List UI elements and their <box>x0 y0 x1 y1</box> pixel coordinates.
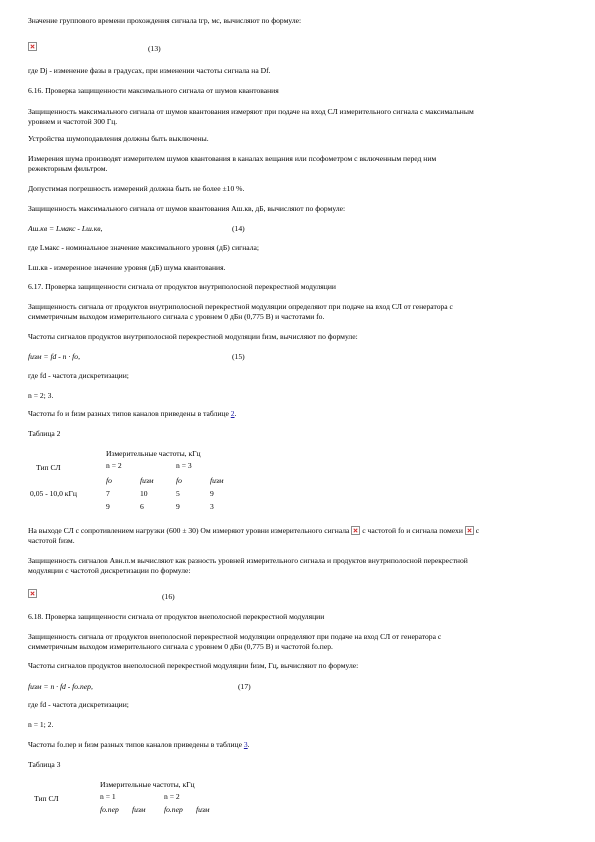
formula-15: fизм = fd - n · fо, <box>28 352 80 361</box>
table2-subheader-fizm-2: fизм <box>210 476 224 485</box>
equation-number-16: (16) <box>162 592 175 601</box>
text-6-17-freq-intro: Частоты сигналов продуктов внутриполосной перекрестной модуляции fизм, вычисляют по формуле: <box>28 332 358 341</box>
text-table3-reference: Частоты fо.пер и fизм разных типов каналов приведены в таблице 3. <box>28 740 250 749</box>
table2-title: Таблица 2 <box>28 429 61 438</box>
table3-n2-label: n = 2 <box>164 792 180 801</box>
text-protection-difference-line2: модуляции с частотой дискретизации по формуле: <box>28 566 191 575</box>
text-n-values-1: n = 2; 3. <box>28 391 54 400</box>
heading-6-18: 6.18. Проверка защищенности сигнала от продуктов внеполосной перекрестной модуляции <box>28 612 325 621</box>
table3-n1-label: n = 1 <box>100 792 116 801</box>
text-sl-output-line2: частотой fизм. <box>28 536 75 545</box>
broken-image-icon <box>465 526 474 535</box>
text-protection-difference-line1: Защищенность сигналов Aвн.п.м вычисляют как разность уровней измерительного сигнала и продуктов внутриполосной перекрестной <box>28 556 468 565</box>
broken-image-icon <box>28 589 37 598</box>
table2-cell: 7 <box>106 489 110 498</box>
text-allowed-error: Допустимая погрешность измерений должна быть не более ±10 %. <box>28 184 245 193</box>
table3-subheader-fo-per-2: fо.пер <box>164 805 183 814</box>
table2-row-type: 0,05 - 10,0 кГц <box>30 489 77 498</box>
table2-type-header: Тип СЛ <box>36 463 61 472</box>
table2-n3-label: n = 3 <box>176 461 192 470</box>
text-noise-reduction-off: Устройства шумоподавления должны быть выключены. <box>28 134 209 143</box>
table3-type-header: Тип СЛ <box>34 794 59 803</box>
broken-image-icon <box>351 526 360 535</box>
table2-cell: 9 <box>106 502 110 511</box>
heading-6-17: 6.17. Проверка защищенности сигнала от продуктов внутриполосной перекрестной модуляции <box>28 282 336 291</box>
text-6-17-line2: симметричным выходом измерительного сигнала с уровнем 0 дБн (0,775 В) и частотами fо. <box>28 312 325 321</box>
table2-cell: 3 <box>210 502 214 511</box>
table2-cell: 5 <box>176 489 180 498</box>
text-n-values-2: n = 1; 2. <box>28 720 54 729</box>
text-lshkv-definition: Lш.кв - измеренное значение уровня (дБ) шума квантования. <box>28 263 226 272</box>
table2-subheader-fo-2: fо <box>176 476 182 485</box>
equation-number-15: (15) <box>232 352 245 361</box>
table2-n2-label: n = 2 <box>106 461 122 470</box>
text-fd-definition-2: где fd - частота дискретизации; <box>28 700 129 709</box>
text-fd-definition-1: где fd - частота дискретизации; <box>28 371 129 380</box>
table2-subheader-fo-1: fо <box>106 476 112 485</box>
text-6-18-line1: Защищенность сигнала от продуктов внеполосной перекрестной модуляции определяют при подаче на вход СЛ от генератора с <box>28 632 442 641</box>
formula-17: fизм = n · fd - fо.пер, <box>28 682 93 691</box>
text-table2-reference: Частоты fо и fизм разных типов каналов приведены в таблице 2. <box>28 409 237 418</box>
table2-cell: 10 <box>140 489 148 498</box>
table3-subheader-fo-per-1: fо.пер <box>100 805 119 814</box>
equation-number-13: (13) <box>148 44 161 53</box>
equation-number-14: (14) <box>232 224 245 233</box>
table3-subheader-fizm-2: fизм <box>196 805 210 814</box>
text-group-delay-formula-intro: Значение группового времени прохождения сигнала tгр, мс, вычисляют по формуле: <box>28 16 302 25</box>
text-noise-measure-line2: режекторным фильтром. <box>28 164 108 173</box>
text-6-18-freq-intro: Частоты сигналов продуктов внеполосной перекрестной модуляции fизм, Гц, вычисляют по формуле: <box>28 661 359 670</box>
text-phase-change: где Dj - изменение фазы в градусах, при изменении частоты сигнала на Df. <box>28 66 271 75</box>
table2-cell: 6 <box>140 502 144 511</box>
link-table-3[interactable]: 3 <box>243 740 248 749</box>
table2-subheader-fizm-1: fизм <box>140 476 154 485</box>
text-lmax-definition: где Lмакс - номинальное значение максимального уровня (дБ) сигнала; <box>28 243 260 252</box>
table2-cell: 9 <box>210 489 214 498</box>
table3-caption: Измерительные частоты, кГц <box>100 780 195 789</box>
text-sl-output-line1: На выходе СЛ с сопротивлением нагрузки (600 ± 30) Ом измеряют уровни измерительного сигнала с частотой fо и сигнала помехи с <box>28 526 480 535</box>
heading-6-16: 6.16. Проверка защищенности максимального сигнала от шумов квантования <box>28 86 279 95</box>
text-protection-formula-intro: Защищенность максимального сигнала от шумов квантования Aш.кв, дБ, вычисляют по формуле: <box>28 204 346 213</box>
text-6-18-line2: симметричным выходом измерительного сигнала с уровнем 0 дБн (0,775 В) и частотой fо.пер. <box>28 642 333 651</box>
text-noise-measure-line1: Измерения шума производят измерителем шумов квантования в каналах вещания или псофометром с включенным перед ним <box>28 154 437 163</box>
text-6-17-line1: Защищенность сигнала от продуктов внутриполосной перекрестной модуляции определяют при подаче на вход СЛ от генератора с <box>28 302 453 311</box>
link-table-2[interactable]: 2 <box>230 409 235 418</box>
table2-cell: 9 <box>176 502 180 511</box>
broken-image-icon <box>28 42 37 51</box>
text-6-16-line2: уровнем и частотой 300 Гц. <box>28 117 118 126</box>
table2-caption: Измерительные частоты, кГц <box>106 449 201 458</box>
equation-number-17: (17) <box>238 682 251 691</box>
formula-14: Aш.кв = Lмакс - Lш.кв, <box>28 224 103 233</box>
table3-title: Таблица 3 <box>28 760 61 769</box>
table3-subheader-fizm-1: fизм <box>132 805 146 814</box>
text-6-16-line1: Защищенность максимального сигнала от шумов квантования измеряют при подаче на вход СЛ измерительного сигнала с максимальным <box>28 107 474 116</box>
